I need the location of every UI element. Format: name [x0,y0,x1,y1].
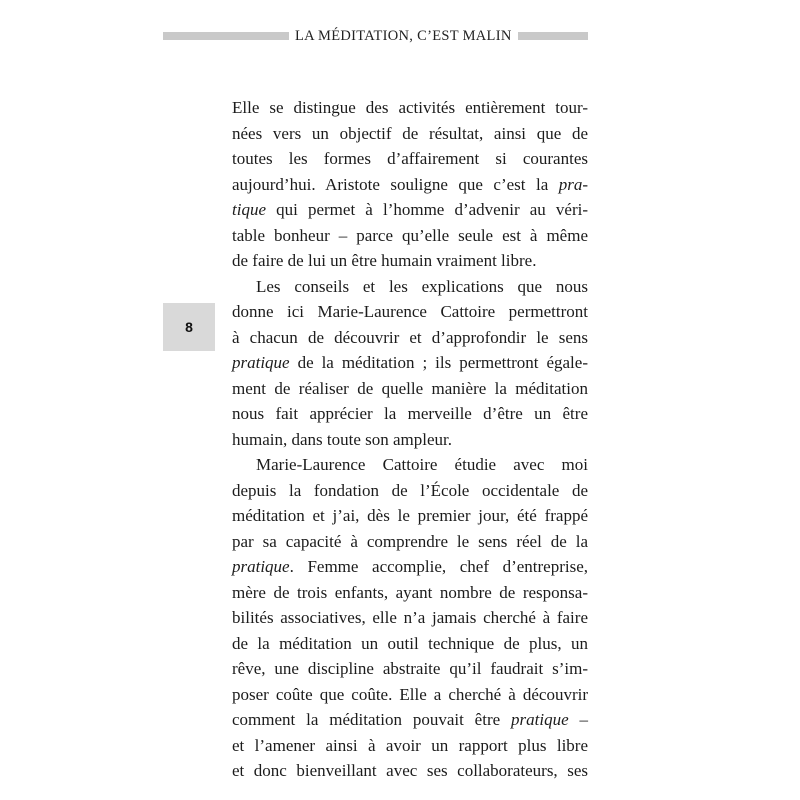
text-line: toutes les formes d’affairement si courantes [232,149,588,168]
italic-run: pratique [511,710,569,729]
text-line: table bonheur – parce qu’elle seule est à même [232,225,588,245]
text-line [232,707,588,733]
text-line: Les conseils et les explications que nous [256,276,588,296]
text-run: aujourd’hui. Aristote souligne que c’est la [232,174,559,194]
text-line: Elle se distingue des activités entièrement tour- [232,98,588,117]
text-run: qui permet à l’homme d’advenir au véri- [266,200,588,219]
page-number-tab [163,303,215,351]
text-line: nous fait apprécier la merveille d’être un être [232,404,588,423]
text-line: humain, dans toute son ampleur. [232,429,453,449]
text-line: poser coûte que coûte. Elle a cherché à découvrir [232,684,588,704]
text-line: et l’amener ainsi à avoir un rapport plus libre [232,735,588,755]
text-line [232,554,588,580]
text-line: méditation et j’ai, dès le premier jour, été frappé [232,506,588,525]
text-run: – [568,710,589,729]
italic-run: pratique [232,557,290,576]
text-line: ment de réaliser de quelle manière la méditation [232,378,588,398]
header-rule-right [518,32,588,40]
italic-run: pratique [232,353,290,372]
text-line: Marie-Laurence Cattoire étudie avec moi [256,455,588,474]
header-rule-left [163,32,289,40]
text-line: rêve, une discipline abstraite qu’il faudrait s’im- [232,659,588,678]
text-line: de faire de lui un être humain vraiment libre. [232,251,537,270]
italic-run: tique [232,200,266,219]
page-number: 8 [185,319,193,335]
text-line: à chacun de découvrir et d’approfondir le sens [232,327,588,347]
text-line: bilités associatives, elle n’a jamais cherché à faire [232,608,588,627]
text-line: nées vers un objectif de résultat, ainsi que de [232,123,588,143]
text-line: donne ici Marie-Laurence Cattoire permettront [232,302,588,321]
text-run: . Femme accomplie, chef d’entreprise, [289,557,588,576]
text-line [232,197,588,223]
text-line [232,172,588,198]
text-line: mère de trois enfants, ayant nombre de responsa- [232,582,588,602]
italic-run: pra- [558,174,588,194]
text-line: de la méditation un outil technique de plus, un [232,633,588,653]
text-line: depuis la fondation de l’École occidentale de [232,480,588,500]
text-line: et donc bienveillant avec ses collaborateurs, ses [232,761,588,780]
text-line: par sa capacité à comprendre le sens réel de la [232,531,588,551]
text-run: de la méditation ; ils permettront égale- [289,353,588,372]
text-run: comment la méditation pouvait être [232,710,512,729]
running-title: LA MÉDITATION, C’EST MALIN [295,27,512,44]
body-text [232,95,588,784]
text-line [232,350,588,376]
running-head [163,26,588,46]
